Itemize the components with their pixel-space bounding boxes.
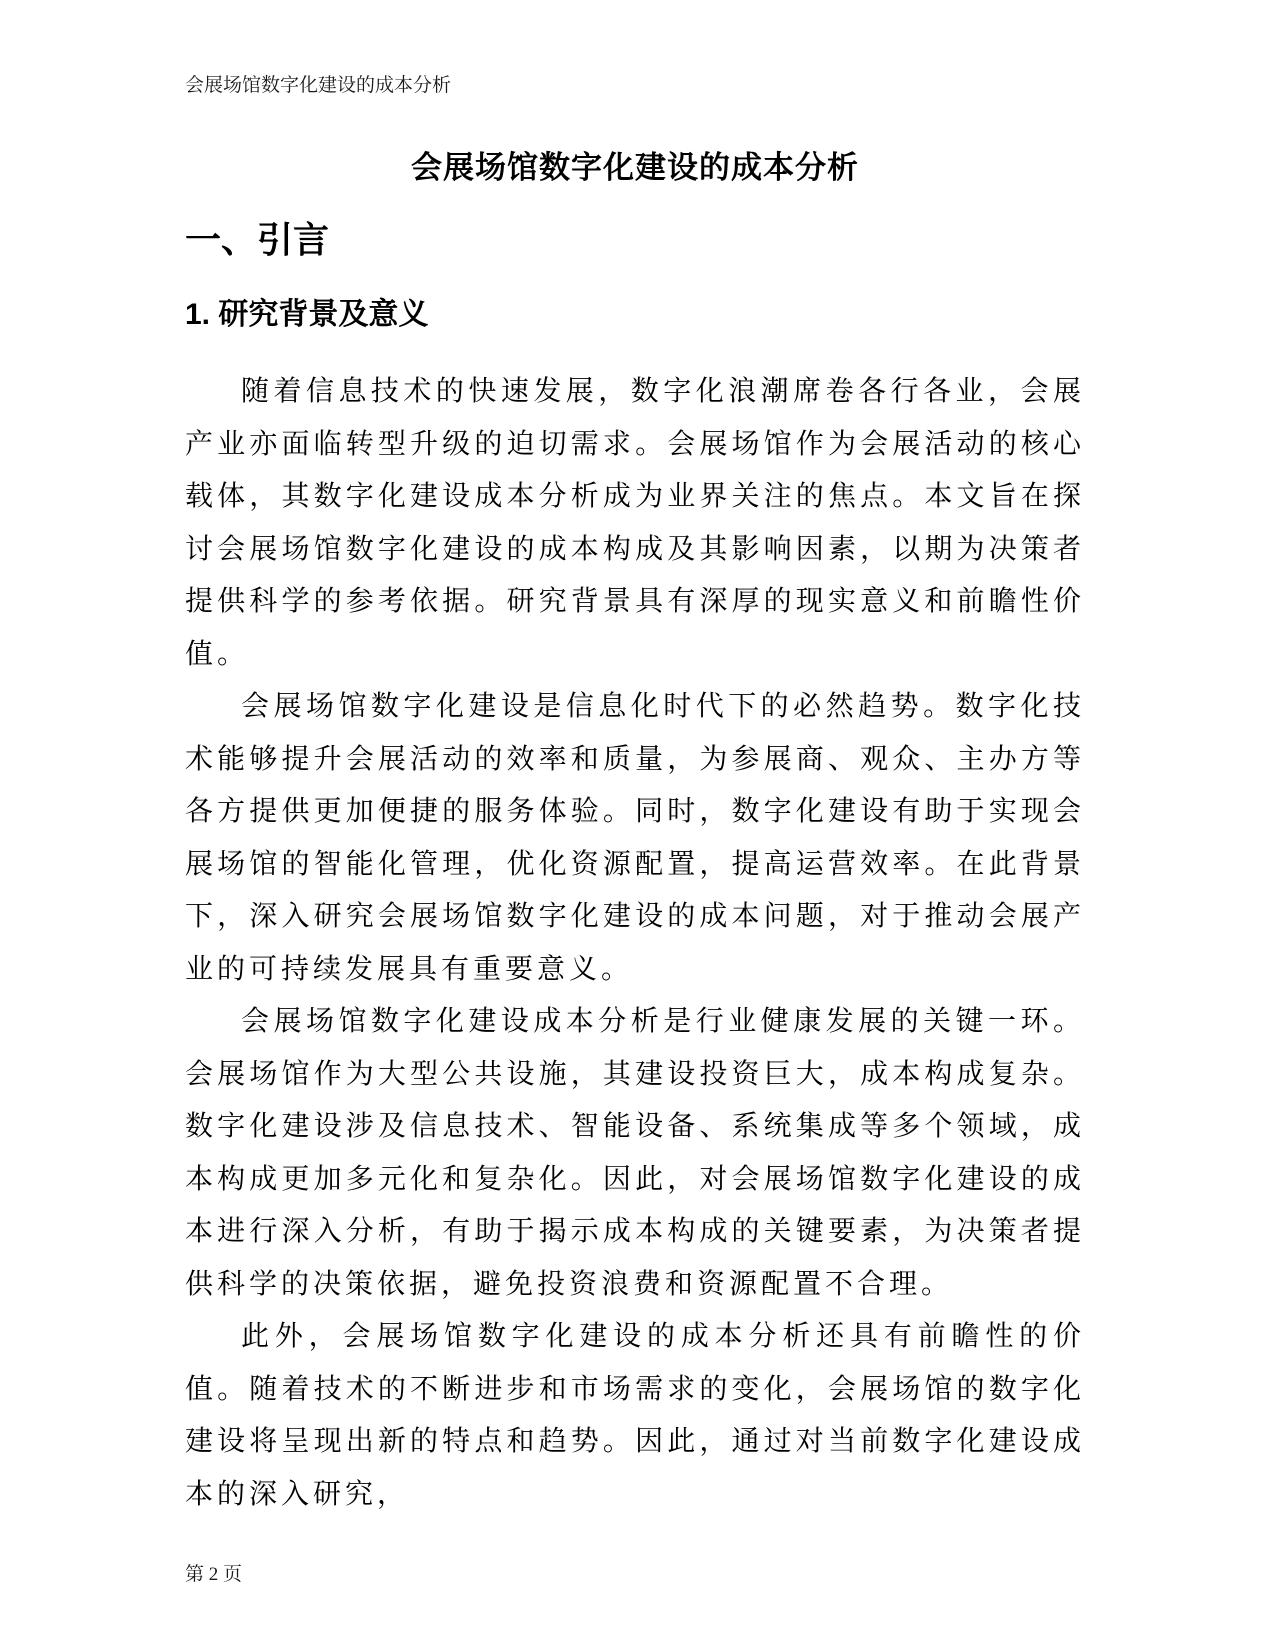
section-heading-introduction: 一、引言 [185, 219, 330, 260]
document-title: 会展场馆数字化建设的成本分析 [411, 150, 859, 185]
body-paragraph: 会展场馆数字化建设成本分析是行业健康发展的关键一环。会展场馆作为大型公共设施，其建设投资巨大，成本构成复杂。数字化建设涉及信息技术、智能设备、系统集成等多个领域，成本构成更加多元化和复杂化。因此，对会展场馆数字化建设的成本进行深入分析，有助于揭示成本构成的关键要素，为决策者提供科学的决策依据，避免投资浪费和资源配置不合理。 [185, 1006, 1085, 1300]
subsection-heading-research-background: 1. 研究背景及意义 [185, 298, 429, 331]
page-number: 第 2 页 [185, 1564, 243, 1585]
body-paragraph: 此外，会展场馆数字化建设的成本分析还具有前瞻性的价值。随着技术的不断进步和市场需求的变化，会展场馆的数字化建设将呈现出新的特点和趋势。因此，通过对当前数字化建设成本的深入研究， [185, 1321, 1085, 1510]
document-body [185, 366, 1085, 1521]
body-paragraph: 会展场馆数字化建设是信息化时代下的必然趋势。数字化技术能够提升会展活动的效率和质量，为参展商、观众、主办方等各方提供更加便捷的服务体验。同时，数字化建设有助于实现会展场馆的智能化管理，优化资源配置，提高运营效率。在此背景下，深入研究会展场馆数字化建设的成本问题，对于推动会展产业的可持续发展具有重要意义。 [185, 691, 1085, 985]
page-header-text: 会展场馆数字化建设的成本分析 [185, 75, 452, 96]
body-paragraph: 随着信息技术的快速发展，数字化浪潮席卷各行各业，会展产业亦面临转型升级的迫切需求。会展场馆作为会展活动的核心载体，其数字化建设成本分析成为业界关注的焦点。本文旨在探讨会展场馆数字化建设的成本构成及其影响因素，以期为决策者提供科学的参考依据。研究背景具有深厚的现实意义和前瞻性价值。 [185, 376, 1085, 670]
page-header [185, 72, 1085, 100]
